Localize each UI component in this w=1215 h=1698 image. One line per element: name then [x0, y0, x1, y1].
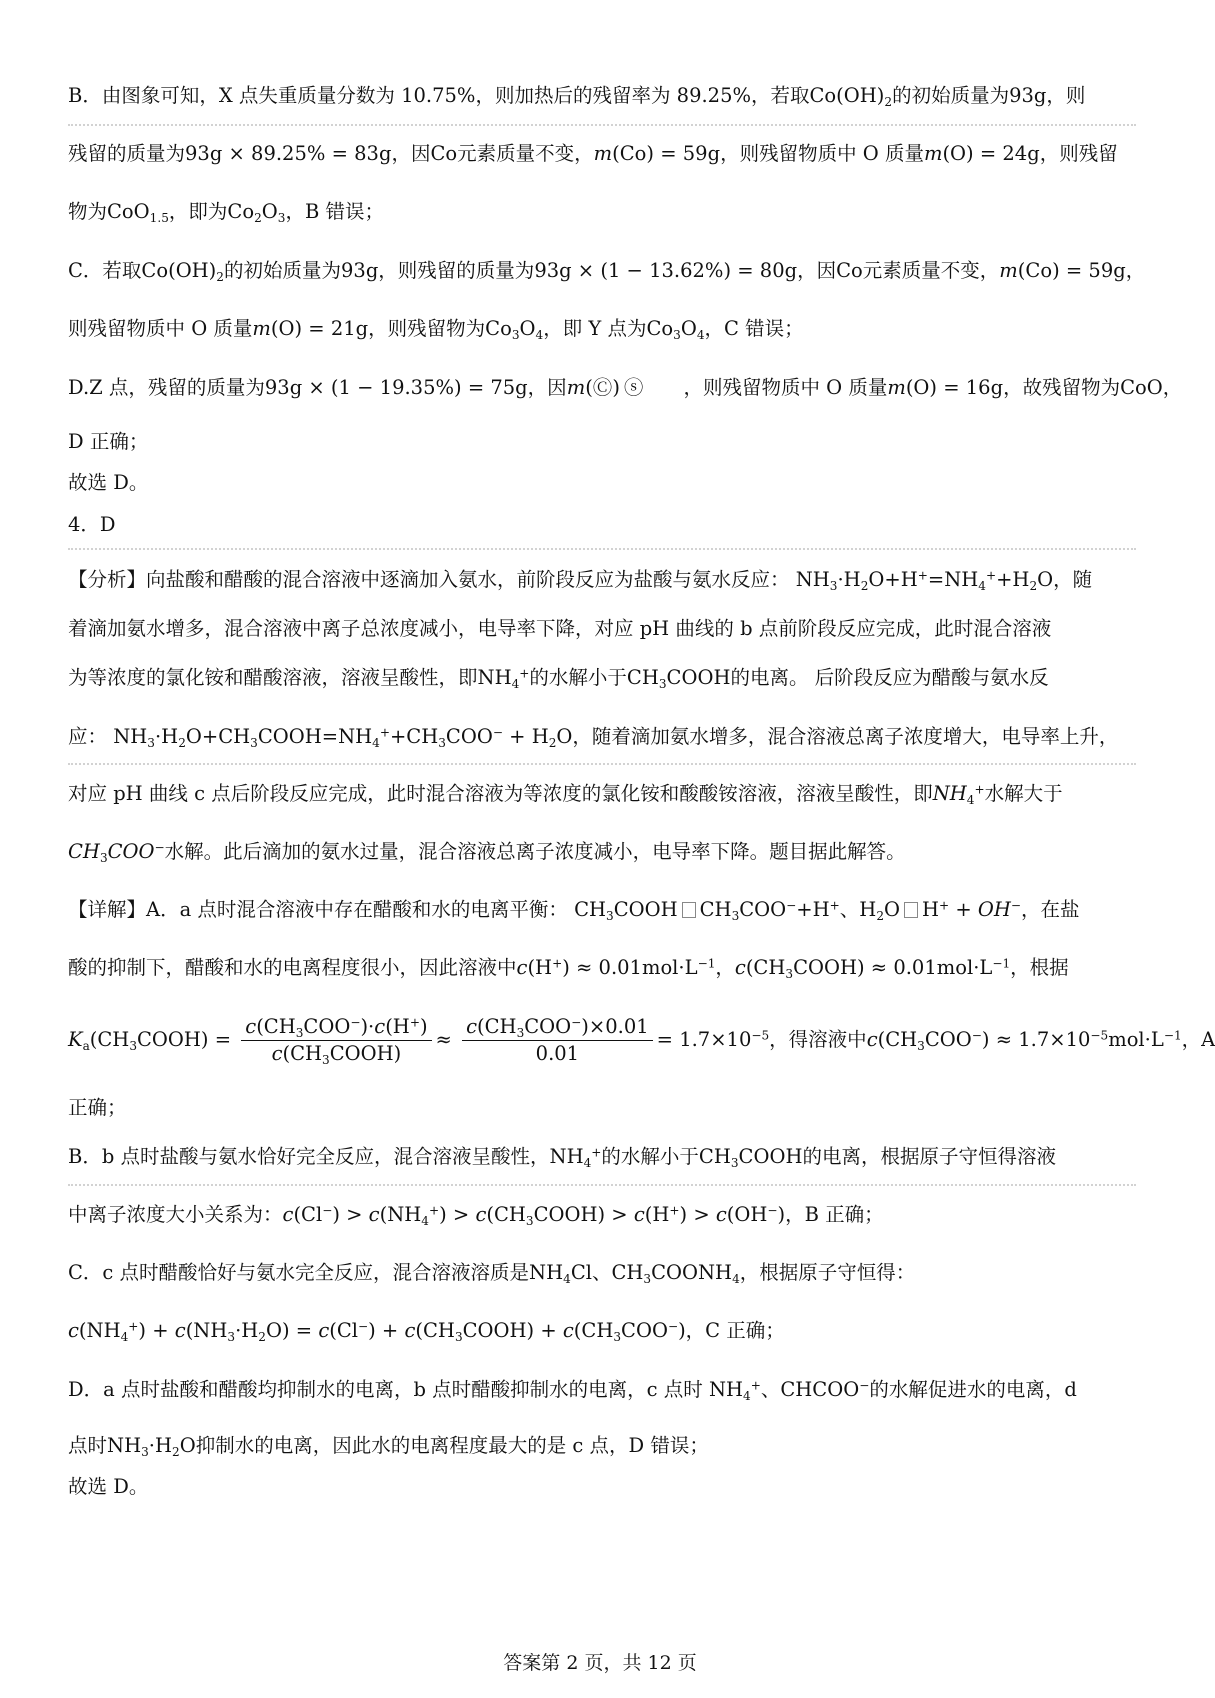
q3-option-d-line2: D 正确； [68, 430, 149, 453]
q4-analysis-line5: 对应 pH 曲线 c 点后阶段反应完成，此时混合溶液为等浓度的氯化铵和酸酸铵溶液，溶液呈酸性，即$NH_4^+$水解大于 [68, 782, 1063, 808]
q3-option-b-line2: 残留的质量为93g × 89.25% = 83g，因Co元素质量不变，m(Co) = 59g，则残留物质中 O 质量m(O) = 24g，则残留 [68, 142, 1118, 165]
q4-detail-b-line2: 中离子浓度大小关系为：$c(Cl^-) > c(NH_4^+)$ > $c(CH_3COOH) > c(H^+) > c(OH^-)$，B 正确； [68, 1203, 884, 1229]
q4-analysis-line4: 应： $NH_3\cdot H_2O+CH_3COOH=NH_4^++CH_3COO^- + H_2O$，随着滴加氨水增多，混合溶液总离子浓度增大，电导率上升， [68, 725, 1119, 751]
q4-analysis-line1: 【分析】向盐酸和醋酸的混合溶液中逐滴加入氨水，前阶段反应为盐酸与氨水反应： $NH_3\cdot H_2O+H^+=NH_4^++H_2O$，随 [68, 568, 1093, 594]
q4-detail-c-line1: C．c 点时醋酸恰好与氨水完全反应，混合溶液溶质是$NH_4Cl$、$CH_3COONH_4$，根据原子守恒得： [68, 1261, 916, 1287]
q3-option-c-line2: 则残留物质中 O 质量m(O) = 21g，则残留物为$Co_3O_4$，即 Y 点为$Co_3O_4$，C 错误； [68, 317, 804, 343]
q3-option-b-line1: B．由图象可知，X 点失重质量分数为 10.75%，则加热后的残留率为 89.25%，若取$Co(OH)_2$的初始质量为93g，则 [68, 84, 1086, 110]
q4-analysis-line2: 着滴加氨水增多，混合溶液中离子总浓度减小，电导率下降，对应 pH 曲线的 b 点前阶段反应完成，此时混合溶液 [68, 617, 1052, 640]
q3-option-d-line1: D.Z 点，残留的质量为93g × (1 − 19.35%) = 75g，因m(Ⓒ) ⓢ ，则残留物质中 O 质量m(O) = 16g，故残留物为CoO， [68, 376, 1183, 399]
equilibrium-arrow-icon [904, 902, 918, 918]
q4-answer: 4．D [68, 513, 116, 536]
q4-detail-c-line2: $c(NH_4^+) + c(NH_3\cdot H_2O) = c(Cl^-)$ + $c(CH_3COOH) + c(CH_3COO^-)$，C 正确； [68, 1319, 785, 1345]
q4-detail-a-line1: 【详解】A．a 点时混合溶液中存在醋酸和水的电离平衡： $CH_3COOH$ $CH_3COO^-+H^+$、$H_2O$ H+ + OH−，在盐 [68, 898, 1080, 924]
q4-detail-d-line2: 点时$NH_3\cdot H_2O$抑制水的电离，因此水的电离程度最大的是 c 点，D 错误； [68, 1434, 709, 1460]
ka-fraction: $\frac{c(CH_3COO^-)\cdot c(H^+)}{c(CH_3COOH)}$ [241, 1014, 431, 1067]
q3-option-c-line1: C．若取$Co(OH)_2$的初始质量为93g，则残留的质量为93g × (1 − 13.62%) = 80g，因Co元素质量不变，m(Co) = 59g， [68, 259, 1146, 285]
q4-final-answer: 故选 D。 [68, 1475, 149, 1498]
q3-option-b-line3: 物为CoO$_{1.5}$，即为$Co_2O_3$，B 错误； [68, 200, 384, 226]
q4-detail-a-line2: 酸的抑制下，醋酸和水的电离程度很小，因此溶液中$c(H^+) \approx 0.01mol\cdot L^{-1}$，$c(CH_3COOH) \approx 0.01mol\cdot L^{-1}$，根据 [68, 956, 1069, 982]
dotted-divider [68, 548, 1136, 550]
garbled-glyph-icon: ⓢ [623, 376, 644, 399]
q4-analysis-line3: 为等浓度的氯化铵和醋酸溶液，溶液呈酸性，即$NH_4^+$的水解小于$CH_3COOH$的电离。 后阶段反应为醋酸与氨水反 [68, 666, 1049, 692]
q4-analysis-line6: $CH_3COO^-$水解。此后滴加的氨水过量，混合溶液总离子浓度减小，电导率下降。题目据此解答。 [68, 840, 906, 866]
garbled-glyph-icon: Ⓒ [592, 376, 613, 399]
q4-detail-a-line4: 正确； [68, 1096, 127, 1119]
dotted-divider [68, 1184, 1136, 1186]
equilibrium-arrow-icon [682, 902, 696, 918]
q3-final-answer: 故选 D。 [68, 471, 149, 494]
q4-detail-b-line1: B．b 点时盐酸与氨水恰好完全反应，混合溶液呈酸性，$NH_4^+$的水解小于$CH_3COOH$的电离，根据原子守恒得溶液 [68, 1145, 1056, 1171]
page-footer: 答案第 2 页，共 12 页 [503, 1652, 697, 1674]
q4-detail-a-formula: $K_a(CH_3COOH)$ = $\frac{c(CH_3COO^-)\cdot c(H^+)}{c(CH_3COOH)}$ ≈ $\frac{c(CH_3COO^-)\times 0.01}{0.01}$ = $1.7\times 10^{-5}$，得溶液中$c(CH_3COO^-) \approx 1.7\times 10^{-5}mol\cdot L^{-1}$，A [68, 1015, 1215, 1068]
dotted-divider [68, 124, 1136, 126]
q4-detail-d-line1: D．a 点时盐酸和醋酸均抑制水的电离，b 点时醋酸抑制水的电离，c 点时 $NH_4^+$、CHCOO−的水解促进水的电离，d [68, 1378, 1077, 1404]
ka-approx-fraction: $\frac{c(CH_3COO^-)\times 0.01}{0.01}$ [462, 1014, 653, 1067]
dotted-divider [68, 763, 1136, 765]
